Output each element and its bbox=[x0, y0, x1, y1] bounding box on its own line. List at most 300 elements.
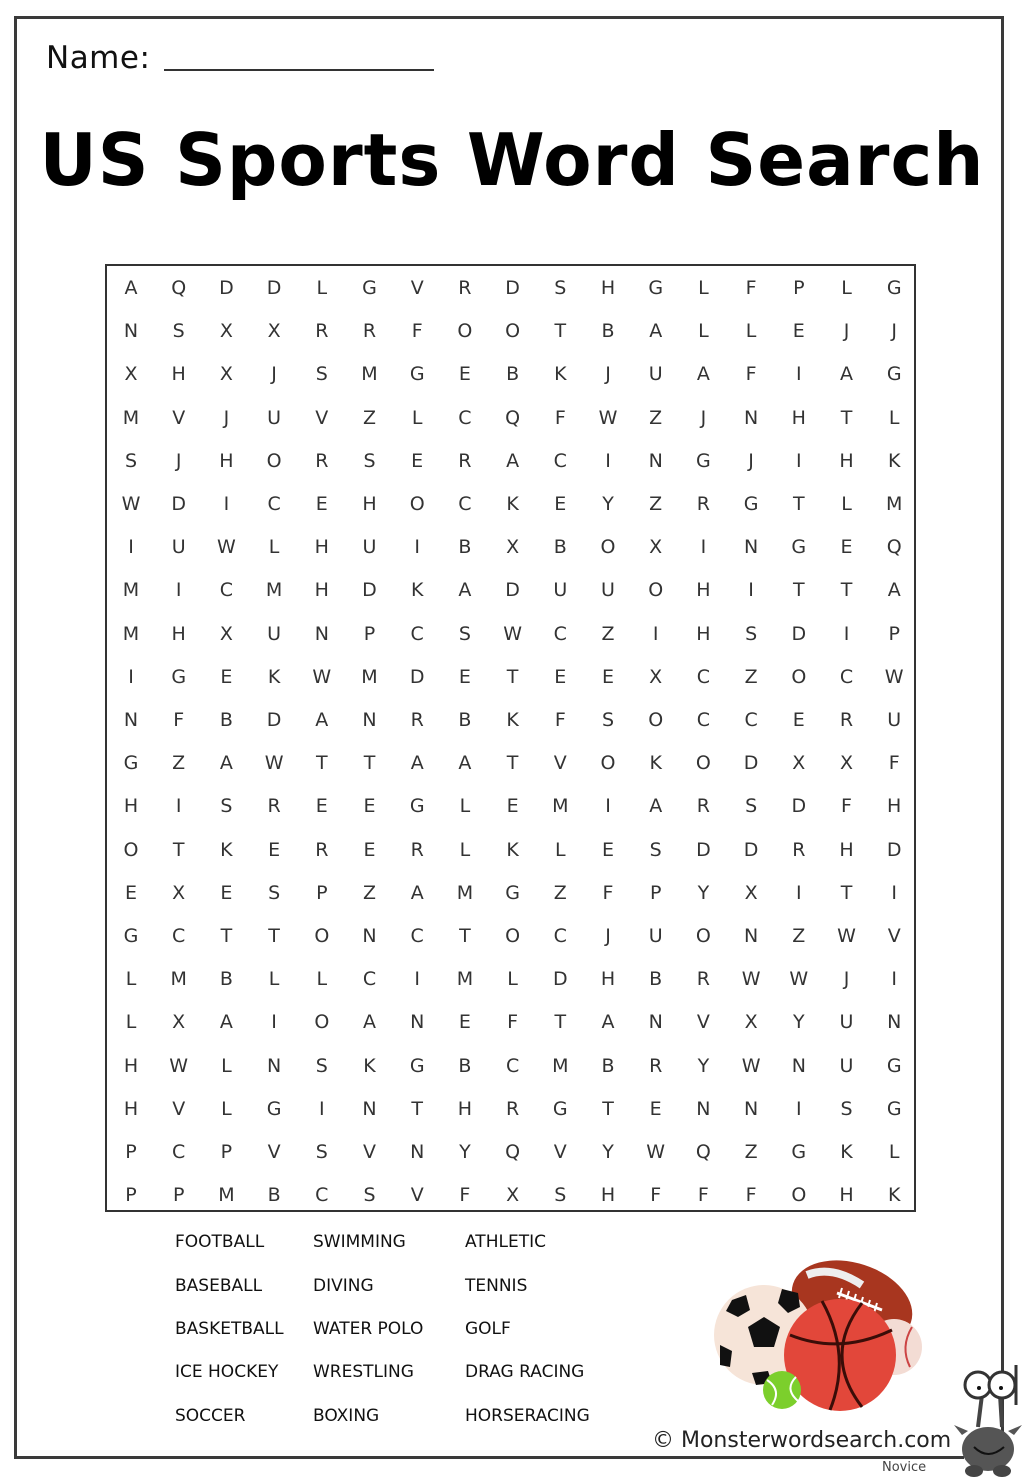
grid-cell[interactable]: V bbox=[172, 406, 186, 429]
grid-cell[interactable]: A bbox=[458, 579, 472, 602]
grid-cell[interactable]: U bbox=[553, 579, 568, 602]
grid-cell[interactable]: R bbox=[315, 838, 329, 861]
grid-cell[interactable]: G bbox=[362, 277, 377, 299]
grid-cell[interactable]: S bbox=[745, 795, 758, 818]
grid-cell[interactable]: L bbox=[459, 795, 471, 818]
grid-cell[interactable]: M bbox=[265, 579, 283, 602]
grid-cell[interactable]: I bbox=[795, 363, 802, 386]
grid-cell[interactable]: W bbox=[216, 536, 236, 559]
grid-cell[interactable]: E bbox=[220, 881, 233, 904]
grid-cell[interactable]: A bbox=[219, 1011, 233, 1034]
grid-cell[interactable]: B bbox=[601, 1054, 615, 1077]
grid-cell[interactable]: X bbox=[219, 363, 233, 386]
grid-cell[interactable]: A bbox=[649, 320, 663, 343]
grid-cell[interactable]: T bbox=[506, 665, 519, 688]
grid-cell[interactable]: V bbox=[363, 1141, 376, 1163]
grid-cell[interactable]: E bbox=[601, 665, 614, 688]
grid-cell[interactable]: G bbox=[648, 277, 664, 299]
grid-cell[interactable]: M bbox=[885, 493, 903, 515]
grid-cell[interactable]: B bbox=[553, 536, 567, 559]
grid-cell[interactable]: R bbox=[649, 1054, 663, 1077]
grid-cell[interactable]: S bbox=[745, 622, 758, 645]
grid-cell[interactable]: O bbox=[600, 536, 616, 559]
grid-cell[interactable]: J bbox=[605, 925, 611, 947]
grid-cell[interactable]: W bbox=[264, 752, 284, 775]
grid-cell[interactable]: D bbox=[791, 795, 807, 818]
grid-cell[interactable]: G bbox=[886, 363, 902, 386]
grid-cell[interactable]: K bbox=[506, 838, 519, 861]
grid-cell[interactable]: C bbox=[410, 925, 424, 947]
grid-cell[interactable]: G bbox=[791, 536, 807, 559]
grid-cell[interactable]: I bbox=[795, 881, 802, 904]
grid-cell[interactable]: L bbox=[316, 968, 328, 991]
grid-cell[interactable]: R bbox=[839, 709, 854, 731]
grid-cell[interactable]: H bbox=[600, 1184, 616, 1207]
grid-cell[interactable]: C bbox=[839, 665, 854, 688]
grid-cell[interactable]: A bbox=[315, 709, 329, 731]
grid-cell[interactable]: T bbox=[411, 1097, 423, 1120]
grid-cell[interactable]: A bbox=[410, 881, 424, 904]
grid-cell[interactable]: F bbox=[554, 709, 566, 731]
grid-cell[interactable]: A bbox=[506, 449, 520, 472]
grid-cell[interactable]: E bbox=[554, 493, 567, 515]
grid-cell[interactable]: D bbox=[266, 709, 282, 731]
grid-cell[interactable]: A bbox=[363, 1011, 376, 1034]
grid-cell[interactable]: C bbox=[410, 622, 424, 645]
grid-cell[interactable]: N bbox=[123, 320, 139, 343]
grid-cell[interactable]: B bbox=[219, 968, 233, 991]
grid-cell[interactable]: U bbox=[267, 406, 282, 429]
grid-cell[interactable]: L bbox=[698, 277, 709, 299]
grid-cell[interactable]: T bbox=[268, 925, 280, 947]
grid-cell[interactable]: B bbox=[267, 1184, 281, 1207]
grid-cell[interactable]: D bbox=[219, 277, 234, 299]
grid-cell[interactable]: X bbox=[649, 665, 663, 688]
grid-cell[interactable]: Z bbox=[553, 881, 567, 904]
grid-cell[interactable]: U bbox=[839, 1011, 854, 1034]
grid-cell[interactable]: L bbox=[125, 968, 137, 991]
grid-cell[interactable]: A bbox=[696, 363, 710, 386]
grid-cell[interactable]: N bbox=[266, 1054, 282, 1077]
grid-cell[interactable]: K bbox=[840, 1141, 853, 1163]
grid-cell[interactable]: Z bbox=[601, 622, 615, 645]
grid-cell[interactable]: N bbox=[410, 1141, 425, 1163]
grid-cell[interactable]: B bbox=[458, 1054, 472, 1077]
grid-cell[interactable]: N bbox=[743, 925, 759, 947]
grid-cell[interactable]: L bbox=[507, 968, 518, 991]
grid-cell[interactable]: S bbox=[315, 1141, 328, 1163]
grid-cell[interactable]: R bbox=[410, 838, 424, 861]
grid-cell[interactable]: Y bbox=[697, 1054, 710, 1077]
grid-cell[interactable]: N bbox=[123, 709, 139, 731]
grid-cell[interactable]: W bbox=[121, 493, 141, 515]
grid-cell[interactable]: E bbox=[792, 709, 805, 731]
grid-cell[interactable]: H bbox=[219, 449, 234, 472]
grid-cell[interactable]: E bbox=[124, 881, 137, 904]
grid-cell[interactable]: V bbox=[315, 406, 329, 429]
grid-cell[interactable]: Z bbox=[362, 406, 377, 429]
grid-cell[interactable]: P bbox=[649, 881, 662, 904]
grid-cell[interactable]: E bbox=[411, 449, 424, 472]
grid-cell[interactable]: R bbox=[267, 795, 281, 818]
grid-cell[interactable]: T bbox=[792, 493, 805, 515]
grid-cell[interactable]: O bbox=[314, 1011, 330, 1034]
grid-cell[interactable]: E bbox=[363, 838, 376, 861]
grid-cell[interactable]: Y bbox=[602, 493, 614, 515]
grid-cell[interactable]: L bbox=[411, 406, 423, 429]
grid-cell[interactable]: E bbox=[315, 493, 328, 515]
grid-cell[interactable]: L bbox=[221, 1097, 232, 1120]
grid-cell[interactable]: K bbox=[410, 579, 424, 602]
grid-cell[interactable]: O bbox=[791, 665, 807, 688]
grid-cell[interactable]: R bbox=[315, 320, 329, 343]
grid-cell[interactable]: P bbox=[888, 622, 900, 645]
grid-cell[interactable]: A bbox=[887, 579, 901, 602]
grid-cell[interactable]: O bbox=[409, 493, 425, 515]
grid-cell[interactable]: T bbox=[172, 838, 185, 861]
grid-cell[interactable]: O bbox=[123, 838, 139, 861]
grid-cell[interactable]: T bbox=[554, 1011, 567, 1034]
grid-cell[interactable]: S bbox=[554, 1184, 567, 1207]
grid-cell[interactable]: K bbox=[887, 1184, 901, 1207]
grid-cell[interactable]: C bbox=[362, 968, 377, 991]
grid-cell[interactable]: J bbox=[605, 363, 611, 386]
grid-cell[interactable]: F bbox=[507, 1011, 519, 1034]
grid-cell[interactable]: S bbox=[649, 838, 662, 861]
grid-cell[interactable]: H bbox=[696, 579, 711, 602]
grid-cell[interactable]: E bbox=[363, 795, 376, 818]
grid-cell[interactable]: A bbox=[410, 752, 424, 775]
grid-cell[interactable]: J bbox=[175, 449, 182, 472]
grid-cell[interactable]: I bbox=[175, 795, 182, 818]
grid-cell[interactable]: K bbox=[506, 493, 519, 515]
grid-cell[interactable]: D bbox=[171, 493, 186, 515]
grid-cell[interactable]: Q bbox=[505, 1141, 521, 1163]
grid-cell[interactable]: T bbox=[220, 925, 233, 947]
grid-cell[interactable]: O bbox=[505, 320, 521, 343]
grid-cell[interactable]: C bbox=[219, 579, 234, 602]
grid-cell[interactable]: L bbox=[841, 277, 852, 299]
grid-cell[interactable]: P bbox=[125, 1184, 137, 1207]
grid-cell[interactable]: V bbox=[553, 752, 567, 775]
grid-cell[interactable]: O bbox=[648, 709, 664, 731]
grid-cell[interactable]: P bbox=[220, 1141, 233, 1163]
grid-cell[interactable]: N bbox=[696, 1097, 711, 1120]
grid-cell[interactable]: I bbox=[748, 579, 754, 602]
grid-cell[interactable]: C bbox=[172, 1141, 186, 1163]
grid-cell[interactable]: M bbox=[218, 1184, 235, 1207]
grid-cell[interactable]: I bbox=[795, 449, 802, 472]
grid-cell[interactable]: L bbox=[316, 277, 328, 299]
grid-cell[interactable]: O bbox=[791, 1184, 807, 1207]
grid-cell[interactable]: N bbox=[887, 1011, 902, 1034]
grid-cell[interactable]: W bbox=[646, 1141, 666, 1163]
grid-cell[interactable]: Y bbox=[697, 881, 710, 904]
grid-cell[interactable]: H bbox=[171, 622, 186, 645]
grid-cell[interactable]: R bbox=[792, 838, 806, 861]
grid-cell[interactable]: W bbox=[789, 968, 809, 991]
grid-cell[interactable]: J bbox=[700, 406, 707, 429]
grid-cell[interactable]: H bbox=[362, 493, 377, 515]
grid-cell[interactable]: G bbox=[886, 1054, 902, 1077]
grid-cell[interactable]: K bbox=[554, 363, 567, 386]
grid-cell[interactable]: B bbox=[601, 320, 615, 343]
grid-cell[interactable]: P bbox=[125, 1141, 137, 1163]
grid-cell[interactable]: E bbox=[268, 838, 281, 861]
grid-cell[interactable]: M bbox=[552, 795, 569, 818]
grid-cell[interactable]: M bbox=[456, 968, 474, 991]
grid-cell[interactable]: L bbox=[268, 968, 280, 991]
grid-cell[interactable]: V bbox=[553, 1141, 567, 1163]
grid-cell[interactable]: X bbox=[172, 881, 186, 904]
grid-cell[interactable]: X bbox=[172, 1011, 186, 1034]
grid-cell[interactable]: C bbox=[696, 665, 711, 688]
grid-cell[interactable]: S bbox=[458, 622, 471, 645]
grid-cell[interactable]: M bbox=[122, 406, 140, 429]
grid-cell[interactable]: X bbox=[124, 363, 138, 386]
grid-cell[interactable]: V bbox=[267, 1141, 281, 1163]
grid-cell[interactable]: L bbox=[888, 1141, 900, 1163]
grid-cell[interactable]: W bbox=[884, 665, 904, 688]
grid-cell[interactable]: H bbox=[839, 1184, 854, 1207]
grid-cell[interactable]: K bbox=[887, 449, 901, 472]
grid-cell[interactable]: I bbox=[128, 536, 134, 559]
grid-cell[interactable]: G bbox=[743, 493, 759, 515]
grid-cell[interactable]: C bbox=[553, 622, 567, 645]
grid-cell[interactable]: S bbox=[124, 449, 138, 472]
grid-cell[interactable]: Z bbox=[792, 925, 806, 947]
grid-cell[interactable]: E bbox=[458, 1011, 471, 1034]
grid-cell[interactable]: H bbox=[887, 795, 902, 818]
grid-cell[interactable]: U bbox=[171, 536, 186, 559]
grid-cell[interactable]: R bbox=[696, 968, 710, 991]
grid-cell[interactable]: E bbox=[458, 363, 471, 386]
grid-cell[interactable]: Q bbox=[695, 1141, 711, 1163]
grid-cell[interactable]: U bbox=[887, 709, 902, 731]
grid-cell[interactable]: G bbox=[886, 277, 902, 299]
grid-cell[interactable]: N bbox=[791, 1054, 806, 1077]
grid-cell[interactable]: R bbox=[315, 449, 329, 472]
grid-cell[interactable]: T bbox=[554, 320, 567, 343]
grid-cell[interactable]: P bbox=[363, 622, 376, 645]
grid-cell[interactable]: Y bbox=[792, 1011, 805, 1034]
grid-cell[interactable]: Y bbox=[602, 1141, 614, 1163]
grid-cell[interactable]: H bbox=[171, 363, 186, 386]
grid-cell[interactable]: E bbox=[792, 320, 805, 343]
grid-cell[interactable]: J bbox=[223, 406, 230, 429]
grid-cell[interactable]: C bbox=[553, 925, 567, 947]
grid-cell[interactable]: M bbox=[552, 1054, 569, 1077]
grid-cell[interactable]: N bbox=[410, 1011, 425, 1034]
grid-cell[interactable]: G bbox=[409, 1054, 425, 1077]
grid-cell[interactable]: H bbox=[123, 1054, 139, 1077]
grid-cell[interactable]: E bbox=[315, 795, 328, 818]
grid-cell[interactable]: X bbox=[506, 536, 520, 559]
grid-cell[interactable]: L bbox=[268, 536, 280, 559]
grid-cell[interactable]: K bbox=[363, 1054, 376, 1077]
name-field-line[interactable] bbox=[164, 69, 434, 71]
grid-cell[interactable]: O bbox=[266, 449, 282, 472]
grid-cell[interactable]: U bbox=[648, 363, 663, 386]
grid-cell[interactable]: A bbox=[840, 363, 853, 386]
grid-cell[interactable]: F bbox=[602, 881, 614, 904]
grid-cell[interactable]: D bbox=[266, 277, 282, 299]
grid-cell[interactable]: N bbox=[648, 1011, 663, 1034]
grid-cell[interactable]: T bbox=[840, 406, 853, 429]
grid-cell[interactable]: F bbox=[888, 752, 900, 775]
grid-cell[interactable]: C bbox=[505, 1054, 520, 1077]
grid-cell[interactable]: A bbox=[649, 795, 663, 818]
grid-cell[interactable]: M bbox=[456, 881, 474, 904]
grid-cell[interactable]: H bbox=[600, 277, 616, 299]
grid-cell[interactable]: M bbox=[122, 622, 140, 645]
grid-cell[interactable]: K bbox=[649, 752, 662, 775]
grid-cell[interactable]: F bbox=[745, 277, 757, 299]
grid-cell[interactable]: D bbox=[886, 838, 902, 861]
grid-cell[interactable]: S bbox=[363, 1184, 376, 1207]
grid-cell[interactable]: K bbox=[267, 665, 281, 688]
grid-cell[interactable]: U bbox=[839, 1054, 854, 1077]
grid-cell[interactable]: H bbox=[314, 579, 329, 602]
grid-cell[interactable]: I bbox=[414, 536, 420, 559]
grid-cell[interactable]: I bbox=[605, 795, 611, 818]
grid-cell[interactable]: I bbox=[271, 1011, 277, 1034]
grid-cell[interactable]: T bbox=[840, 881, 853, 904]
grid-cell[interactable]: X bbox=[219, 320, 233, 343]
grid-cell[interactable]: T bbox=[506, 752, 519, 775]
grid-cell[interactable]: D bbox=[791, 622, 807, 645]
grid-cell[interactable]: G bbox=[266, 1097, 282, 1120]
grid-cell[interactable]: I bbox=[843, 622, 850, 645]
grid-cell[interactable]: I bbox=[414, 968, 420, 991]
grid-cell[interactable]: W bbox=[741, 968, 761, 991]
grid-cell[interactable]: E bbox=[554, 665, 567, 688]
grid-cell[interactable]: F bbox=[173, 709, 185, 731]
grid-cell[interactable]: O bbox=[600, 752, 616, 775]
grid-cell[interactable]: W bbox=[741, 1054, 761, 1077]
grid-cell[interactable]: B bbox=[219, 709, 233, 731]
grid-cell[interactable]: S bbox=[840, 1097, 853, 1120]
grid-cell[interactable]: W bbox=[598, 406, 618, 429]
grid-cell[interactable]: V bbox=[887, 925, 901, 947]
grid-cell[interactable]: X bbox=[219, 622, 233, 645]
grid-cell[interactable]: E bbox=[840, 536, 853, 559]
grid-cell[interactable]: C bbox=[553, 449, 567, 472]
grid-cell[interactable]: K bbox=[506, 709, 519, 731]
grid-cell[interactable]: I bbox=[175, 579, 182, 602]
grid-cell[interactable]: R bbox=[458, 277, 472, 299]
grid-cell[interactable]: V bbox=[172, 1097, 186, 1120]
grid-cell[interactable]: E bbox=[220, 665, 233, 688]
grid-cell[interactable]: G bbox=[505, 881, 520, 904]
grid-cell[interactable]: G bbox=[123, 752, 139, 775]
grid-cell[interactable]: R bbox=[696, 493, 710, 515]
grid-cell[interactable]: I bbox=[891, 968, 897, 991]
grid-cell[interactable]: Z bbox=[362, 881, 377, 904]
grid-cell[interactable]: F bbox=[554, 406, 566, 429]
grid-cell[interactable]: N bbox=[362, 925, 377, 947]
grid-cell[interactable]: N bbox=[362, 709, 377, 731]
grid-cell[interactable]: S bbox=[315, 1054, 328, 1077]
grid-cell[interactable]: H bbox=[791, 406, 806, 429]
grid-cell[interactable]: T bbox=[459, 925, 471, 947]
grid-cell[interactable]: T bbox=[602, 1097, 614, 1120]
grid-cell[interactable]: T bbox=[840, 579, 853, 602]
grid-cell[interactable]: S bbox=[220, 795, 233, 818]
grid-cell[interactable]: P bbox=[316, 881, 328, 904]
grid-cell[interactable]: I bbox=[652, 622, 659, 645]
grid-cell[interactable]: S bbox=[554, 277, 567, 299]
grid-cell[interactable]: I bbox=[605, 449, 611, 472]
grid-cell[interactable]: M bbox=[361, 363, 378, 386]
grid-cell[interactable]: N bbox=[648, 449, 663, 472]
grid-cell[interactable]: H bbox=[839, 838, 854, 861]
grid-cell[interactable]: X bbox=[506, 1184, 520, 1207]
grid-cell[interactable]: O bbox=[505, 925, 521, 947]
grid-cell[interactable]: H bbox=[123, 795, 139, 818]
grid-cell[interactable]: R bbox=[505, 1097, 520, 1120]
grid-cell[interactable]: W bbox=[169, 1054, 189, 1077]
grid-cell[interactable]: P bbox=[793, 277, 805, 299]
grid-cell[interactable]: D bbox=[505, 579, 520, 602]
grid-cell[interactable]: A bbox=[124, 277, 138, 299]
grid-cell[interactable]: L bbox=[125, 1011, 137, 1034]
grid-cell[interactable]: V bbox=[410, 277, 424, 299]
grid-cell[interactable]: G bbox=[696, 449, 711, 472]
grid-cell[interactable]: L bbox=[841, 493, 852, 515]
grid-cell[interactable]: I bbox=[223, 493, 230, 515]
grid-cell[interactable]: B bbox=[506, 363, 520, 386]
grid-cell[interactable]: S bbox=[268, 881, 281, 904]
grid-cell[interactable]: N bbox=[743, 406, 759, 429]
grid-cell[interactable]: L bbox=[745, 320, 757, 343]
grid-cell[interactable]: B bbox=[458, 709, 472, 731]
grid-cell[interactable]: C bbox=[315, 1184, 329, 1207]
grid-cell[interactable]: H bbox=[457, 1097, 473, 1120]
grid-cell[interactable]: U bbox=[601, 579, 615, 602]
grid-cell[interactable]: A bbox=[458, 752, 472, 775]
grid-cell[interactable]: O bbox=[695, 752, 711, 775]
grid-cell[interactable]: X bbox=[744, 1011, 758, 1034]
grid-cell[interactable]: S bbox=[601, 709, 615, 731]
grid-cell[interactable]: W bbox=[837, 925, 856, 947]
grid-cell[interactable]: N bbox=[743, 536, 759, 559]
grid-cell[interactable]: S bbox=[363, 449, 376, 472]
grid-cell[interactable]: B bbox=[458, 536, 472, 559]
grid-cell[interactable]: W bbox=[503, 622, 522, 645]
grid-cell[interactable]: B bbox=[649, 968, 663, 991]
grid-cell[interactable]: G bbox=[552, 1097, 568, 1120]
grid-cell[interactable]: X bbox=[267, 320, 281, 343]
grid-cell[interactable]: S bbox=[172, 320, 185, 343]
grid-cell[interactable]: J bbox=[748, 449, 754, 472]
grid-cell[interactable]: L bbox=[459, 838, 471, 861]
grid-cell[interactable]: I bbox=[891, 881, 897, 904]
grid-cell[interactable]: R bbox=[696, 795, 710, 818]
grid-cell[interactable]: F bbox=[411, 320, 423, 343]
grid-cell[interactable]: D bbox=[743, 838, 759, 861]
grid-cell[interactable]: E bbox=[506, 795, 519, 818]
grid-cell[interactable]: H bbox=[600, 968, 616, 991]
grid-cell[interactable]: I bbox=[795, 1097, 802, 1120]
grid-cell[interactable]: P bbox=[172, 1184, 185, 1207]
grid-cell[interactable]: T bbox=[792, 579, 805, 602]
grid-cell[interactable]: C bbox=[696, 709, 711, 731]
grid-cell[interactable]: I bbox=[700, 536, 707, 559]
grid-cell[interactable]: G bbox=[409, 363, 425, 386]
grid-cell[interactable]: U bbox=[267, 622, 282, 645]
grid-cell[interactable]: C bbox=[744, 709, 758, 731]
